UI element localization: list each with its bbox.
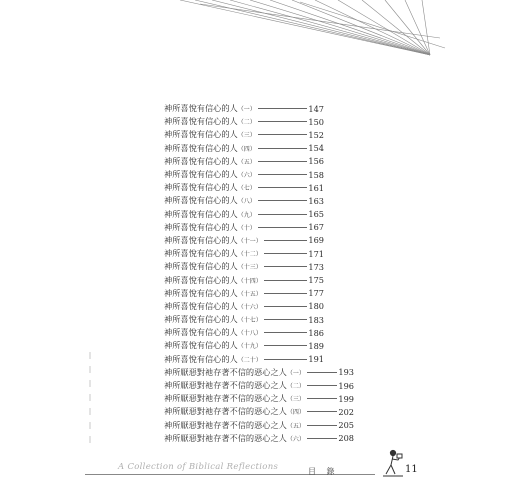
toc-entry-part-number: （一） — [237, 106, 256, 114]
toc-entry-title — [164, 169, 256, 180]
toc-leader-line — [264, 293, 308, 294]
toc-entry-page: 193 — [338, 367, 354, 378]
toc-entry-title-text: 神所厭惡對祂存著不信的惡心之人 — [164, 380, 287, 391]
toc-leader-line — [258, 161, 308, 162]
toc-entry[interactable] — [164, 234, 324, 247]
toc-leader-line — [307, 372, 338, 373]
toc-entry[interactable] — [164, 405, 354, 418]
toc-leader-line — [258, 227, 308, 228]
toc-entry-page: 177 — [308, 288, 324, 299]
footer-series-title: A Collection of Biblical Reflections — [118, 462, 279, 472]
toc-entry-part-number: （十五） — [237, 290, 262, 298]
toc-entry-part-number: （三） — [286, 396, 305, 404]
toc-leader-line — [258, 108, 308, 109]
toc-leader-line — [264, 345, 308, 346]
toc-entry-part-number: （五） — [237, 158, 256, 166]
toc-entry-page: 169 — [308, 235, 324, 246]
toc-entry-title-text: 神所喜悅有信心的人 — [164, 116, 238, 127]
decorative-line-fan — [0, 0, 520, 90]
toc-entry-title-text: 神所喜悅有信心的人 — [164, 195, 238, 206]
toc-entry-page: 202 — [338, 406, 354, 417]
toc-entry-part-number: （十七） — [237, 317, 262, 325]
toc-entry-title — [164, 156, 256, 167]
toc-entry-page: 156 — [308, 156, 324, 167]
toc-entry[interactable] — [164, 181, 324, 194]
toc-entry[interactable] — [164, 287, 324, 300]
toc-entry-page: 175 — [308, 275, 324, 286]
toc-entry[interactable] — [164, 273, 324, 286]
toc-entry-page: 154 — [308, 143, 324, 154]
toc-leader-line — [264, 319, 308, 320]
toc-entry-part-number: （一） — [286, 369, 305, 377]
toc-entry-title-text: 神所喜悅有信心的人 — [164, 340, 238, 351]
toc-entry-title-text: 神所喜悅有信心的人 — [164, 182, 238, 193]
toc-entry-page: 191 — [308, 354, 324, 365]
toc-entry-title — [164, 116, 256, 127]
toc-entry-title — [164, 143, 256, 154]
toc-entry-title-text: 神所喜悅有信心的人 — [164, 300, 238, 311]
toc-entry-part-number: （二） — [237, 119, 256, 127]
toc-entry-title — [164, 340, 262, 351]
toc-entry-title-text: 神所厭惡對祂存著不信的惡心之人 — [164, 432, 287, 443]
toc-leader-line — [264, 280, 308, 281]
toc-entry-title — [164, 433, 305, 444]
toc-entry[interactable] — [164, 155, 324, 168]
toc-entry[interactable] — [164, 379, 354, 392]
toc-entry-title — [164, 275, 262, 286]
page-number: 11 — [405, 464, 418, 475]
toc-entry-title-text: 神所喜悅有信心的人 — [164, 208, 238, 219]
toc-entry[interactable] — [164, 168, 324, 181]
toc-leader-line — [264, 266, 308, 267]
toc-entry-part-number: （十八） — [237, 330, 262, 338]
toc-entry-title-text: 神所喜悅有信心的人 — [164, 287, 238, 298]
toc-entry[interactable] — [164, 300, 324, 313]
toc-entry-part-number: （二十） — [237, 356, 262, 364]
toc-entry-page: 158 — [308, 169, 324, 180]
toc-leader-line — [307, 425, 338, 426]
toc-leader-line — [258, 187, 308, 188]
toc-entry[interactable] — [164, 260, 324, 273]
toc-entry[interactable] — [164, 432, 354, 445]
toc-entry-title-text: 神所喜悅有信心的人 — [164, 169, 238, 180]
toc-entry-page: 196 — [338, 380, 354, 391]
toc-entry[interactable] — [164, 194, 324, 207]
toc-leader-line — [264, 306, 308, 307]
toc-entry-part-number: （六） — [237, 172, 256, 180]
toc-entry[interactable] — [164, 247, 324, 260]
toc-entry-page: 173 — [308, 261, 324, 272]
toc-entry-title-text: 神所喜悅有信心的人 — [164, 353, 238, 364]
toc-entry[interactable] — [164, 221, 324, 234]
toc-entry-page: 199 — [338, 393, 354, 404]
toc-entry[interactable] — [164, 313, 324, 326]
toc-leader-line — [264, 240, 308, 241]
toc-entry-title — [164, 354, 262, 365]
toc-entry-title — [164, 406, 305, 417]
toc-entry-part-number: （九） — [237, 211, 256, 219]
toc-entry-part-number: （五） — [286, 422, 305, 430]
toc-entry-part-number: （十三） — [237, 264, 262, 272]
toc-entry-part-number: （十六） — [237, 303, 262, 311]
toc-entry-part-number: （十九） — [237, 343, 262, 351]
toc-entry-title — [164, 235, 262, 246]
toc-entry-part-number: （十四） — [237, 277, 262, 285]
toc-leader-line — [264, 332, 308, 333]
toc-entry-title — [164, 222, 256, 233]
toc-leader-line — [258, 121, 308, 122]
toc-leader-line — [307, 438, 338, 439]
toc-entry[interactable] — [164, 419, 354, 432]
toc-entry-title-text: 神所厭惡對祂存著不信的惡心之人 — [164, 366, 287, 377]
toc-entry-page: 208 — [338, 433, 354, 444]
toc-entry-page: 183 — [308, 314, 324, 325]
toc-entry-page: 186 — [308, 327, 324, 338]
toc-entry-part-number: （四） — [237, 145, 256, 153]
footer-section-mark: 目 錄 — [308, 467, 339, 476]
toc-entry-title — [164, 103, 256, 114]
toc-entry-title — [164, 248, 262, 259]
toc-entry-title-text: 神所喜悅有信心的人 — [164, 274, 238, 285]
toc-entry-title-text: 神所厭惡對祂存著不信的惡心之人 — [164, 406, 287, 417]
toc-entry-title — [164, 367, 305, 378]
toc-leader-line — [258, 148, 308, 149]
toc-entry-part-number: （三） — [237, 132, 256, 140]
toc-entry-title-text: 神所喜悅有信心的人 — [164, 234, 238, 245]
toc-entry[interactable] — [164, 142, 324, 155]
toc-entry-page: 161 — [308, 182, 324, 193]
toc-entry-title — [164, 261, 262, 272]
toc-entry-page: 205 — [338, 420, 354, 431]
toc-entry[interactable] — [164, 208, 324, 221]
toc-entry-title-text: 神所喜悅有信心的人 — [164, 129, 238, 140]
toc-entry-title-text: 神所厭惡對祂存著不信的惡心之人 — [164, 393, 287, 404]
toc-entry-title-text: 神所喜悅有信心的人 — [164, 261, 238, 272]
toc-entry-title-text: 神所厭惡對祂存著不信的惡心之人 — [164, 419, 287, 430]
toc-entry[interactable] — [164, 128, 324, 141]
toc-entry-part-number: （十） — [237, 224, 256, 232]
toc-entry-page: 150 — [308, 116, 324, 127]
toc-entry-title-text: 神所喜悅有信心的人 — [164, 155, 238, 166]
toc-leader-line — [258, 174, 308, 175]
toc-entry-title-text: 神所喜悅有信心的人 — [164, 248, 238, 259]
toc-leader-line — [307, 398, 338, 399]
toc-entry-title — [164, 420, 305, 431]
toc-entry-title-text: 神所喜悅有信心的人 — [164, 142, 238, 153]
toc-leader-line — [258, 200, 308, 201]
toc-entry-title — [164, 380, 305, 391]
toc-entry[interactable] — [164, 326, 324, 339]
toc-entry-part-number: （七） — [237, 185, 256, 193]
toc-entry-title-text: 神所喜悅有信心的人 — [164, 314, 238, 325]
toc-entry-title — [164, 327, 262, 338]
toc-entry-title-text: 神所喜悅有信心的人 — [164, 221, 238, 232]
toc-entry-page: 152 — [308, 129, 324, 140]
toc-entry-title — [164, 393, 305, 404]
margin-marks — [87, 352, 93, 452]
table-of-contents — [164, 102, 364, 445]
toc-entry[interactable] — [164, 115, 324, 128]
toc-entry[interactable] — [164, 339, 324, 352]
toc-entry-page: 180 — [308, 301, 324, 312]
toc-entry[interactable] — [164, 353, 324, 366]
toc-leader-line — [258, 134, 308, 135]
toc-entry-page: 189 — [308, 340, 324, 351]
toc-entry-part-number: （八） — [237, 198, 256, 206]
toc-entry-page: 163 — [308, 195, 324, 206]
toc-entry-part-number: （十一） — [237, 237, 262, 245]
toc-entry-title — [164, 182, 256, 193]
toc-entry[interactable] — [164, 366, 354, 379]
toc-entry-title — [164, 288, 262, 299]
toc-entry[interactable] — [164, 392, 354, 405]
toc-entry-title — [164, 195, 256, 206]
toc-entry-title — [164, 301, 262, 312]
toc-leader-line — [264, 359, 308, 360]
toc-entry-title — [164, 129, 256, 140]
toc-entry[interactable] — [164, 102, 324, 115]
toc-entry-title — [164, 209, 256, 220]
toc-entry-part-number: （六） — [286, 435, 305, 443]
toc-entry-title-text: 神所喜悅有信心的人 — [164, 327, 238, 338]
toc-leader-line — [307, 385, 338, 386]
toc-leader-line — [264, 253, 308, 254]
toc-entry-title — [164, 314, 262, 325]
toc-entry-part-number: （十二） — [237, 251, 262, 259]
toc-entry-part-number: （四） — [286, 409, 305, 417]
toc-entry-page: 171 — [308, 248, 324, 259]
toc-entry-title-text: 神所喜悅有信心的人 — [164, 103, 238, 114]
toc-entry-part-number: （二） — [286, 383, 305, 391]
reader-figure-icon — [378, 448, 406, 478]
toc-leader-line — [307, 411, 338, 412]
toc-leader-line — [258, 214, 308, 215]
toc-entry-page: 165 — [308, 209, 324, 220]
toc-entry-page: 167 — [308, 222, 324, 233]
toc-entry-page: 147 — [308, 103, 324, 114]
